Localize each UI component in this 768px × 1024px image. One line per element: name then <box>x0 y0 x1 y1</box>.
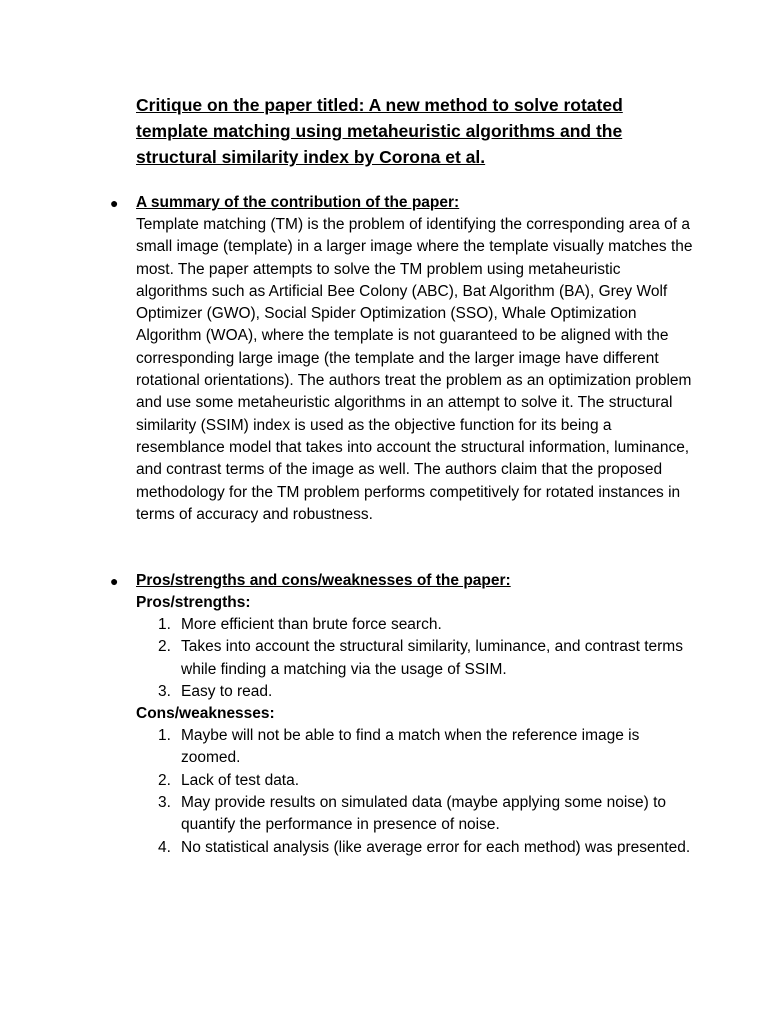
list-text: More efficient than brute force search. <box>181 616 442 633</box>
list-item <box>136 770 696 792</box>
list-text: May provide results on simulated data (maybe applying some noise) to quantify the performance in presence of noise. <box>181 794 667 834</box>
list-text: Takes into account the structural similarity, luminance, and contrast terms while finding a matching via the usage of SSIM. <box>181 638 683 678</box>
bullet-icon: ● <box>110 195 119 211</box>
list-number: 2. <box>158 771 171 789</box>
cons-label: Cons/weaknesses: <box>136 705 275 723</box>
list-number: 1. <box>158 727 171 745</box>
bullet-icon: ● <box>110 573 119 589</box>
list-text: Maybe will not be able to find a match when the reference image is zoomed. <box>181 727 640 767</box>
list-number: 1. <box>158 616 171 633</box>
pros-label: Pros/strengths: <box>136 594 251 611</box>
summary-section <box>110 192 696 526</box>
list-item <box>136 636 696 681</box>
pros-cons-section <box>110 570 696 859</box>
list-item <box>136 681 696 703</box>
pros-cons-heading: Pros/strengths and cons/weaknesses of the paper: <box>136 572 511 589</box>
list-number: 4. <box>158 838 171 856</box>
list-item <box>136 792 696 837</box>
summary-heading: A summary of the contribution of the paper: <box>136 194 460 211</box>
cons-list <box>136 725 696 859</box>
pros-list <box>136 614 696 703</box>
list-text: No statistical analysis (like average error for each method) was presented. <box>181 838 691 856</box>
list-item <box>136 614 696 636</box>
list-number: 3. <box>158 794 171 812</box>
list-number: 2. <box>158 638 171 656</box>
list-item <box>136 837 696 859</box>
list-text: Lack of test data. <box>181 771 300 789</box>
list-number: 3. <box>158 682 171 700</box>
document-title: Critique on the paper titled: A new method to solve rotated template matching using metaheuristic algorithms and the structural similarity index by Corona et al. <box>136 95 623 167</box>
list-text: Easy to read. <box>181 682 273 700</box>
summary-paragraph: Template matching (TM) is the problem of identifying the corresponding area of a small image (template) in a larger image where the template visually matches the most. The paper attempts to solve the TM problem using metaheuristic algorithms such as Artificial Bee Colony (ABC), Bat Algorithm (BA), Grey Wolf Optimizer (GWO), Social Spider Optimization (SSO), Whale Optimization Algorithm (WOA), where the template is not guaranteed to be aligned with the corresponding large image (the template and the larger image have different rotational orientations). The authors treat the problem as an optimization problem and use some metaheuristic algorithms in an attempt to solve it. The structural similarity (SSIM) index is used as the objective function for its being a resemblance model that takes into account the structural information, luminance, and contrast terms of the image as well. The authors claim that the proposed methodology for the TM problem performs competitively for rotated instances in terms of accuracy and robustness. <box>136 216 693 523</box>
list-item <box>136 725 696 770</box>
